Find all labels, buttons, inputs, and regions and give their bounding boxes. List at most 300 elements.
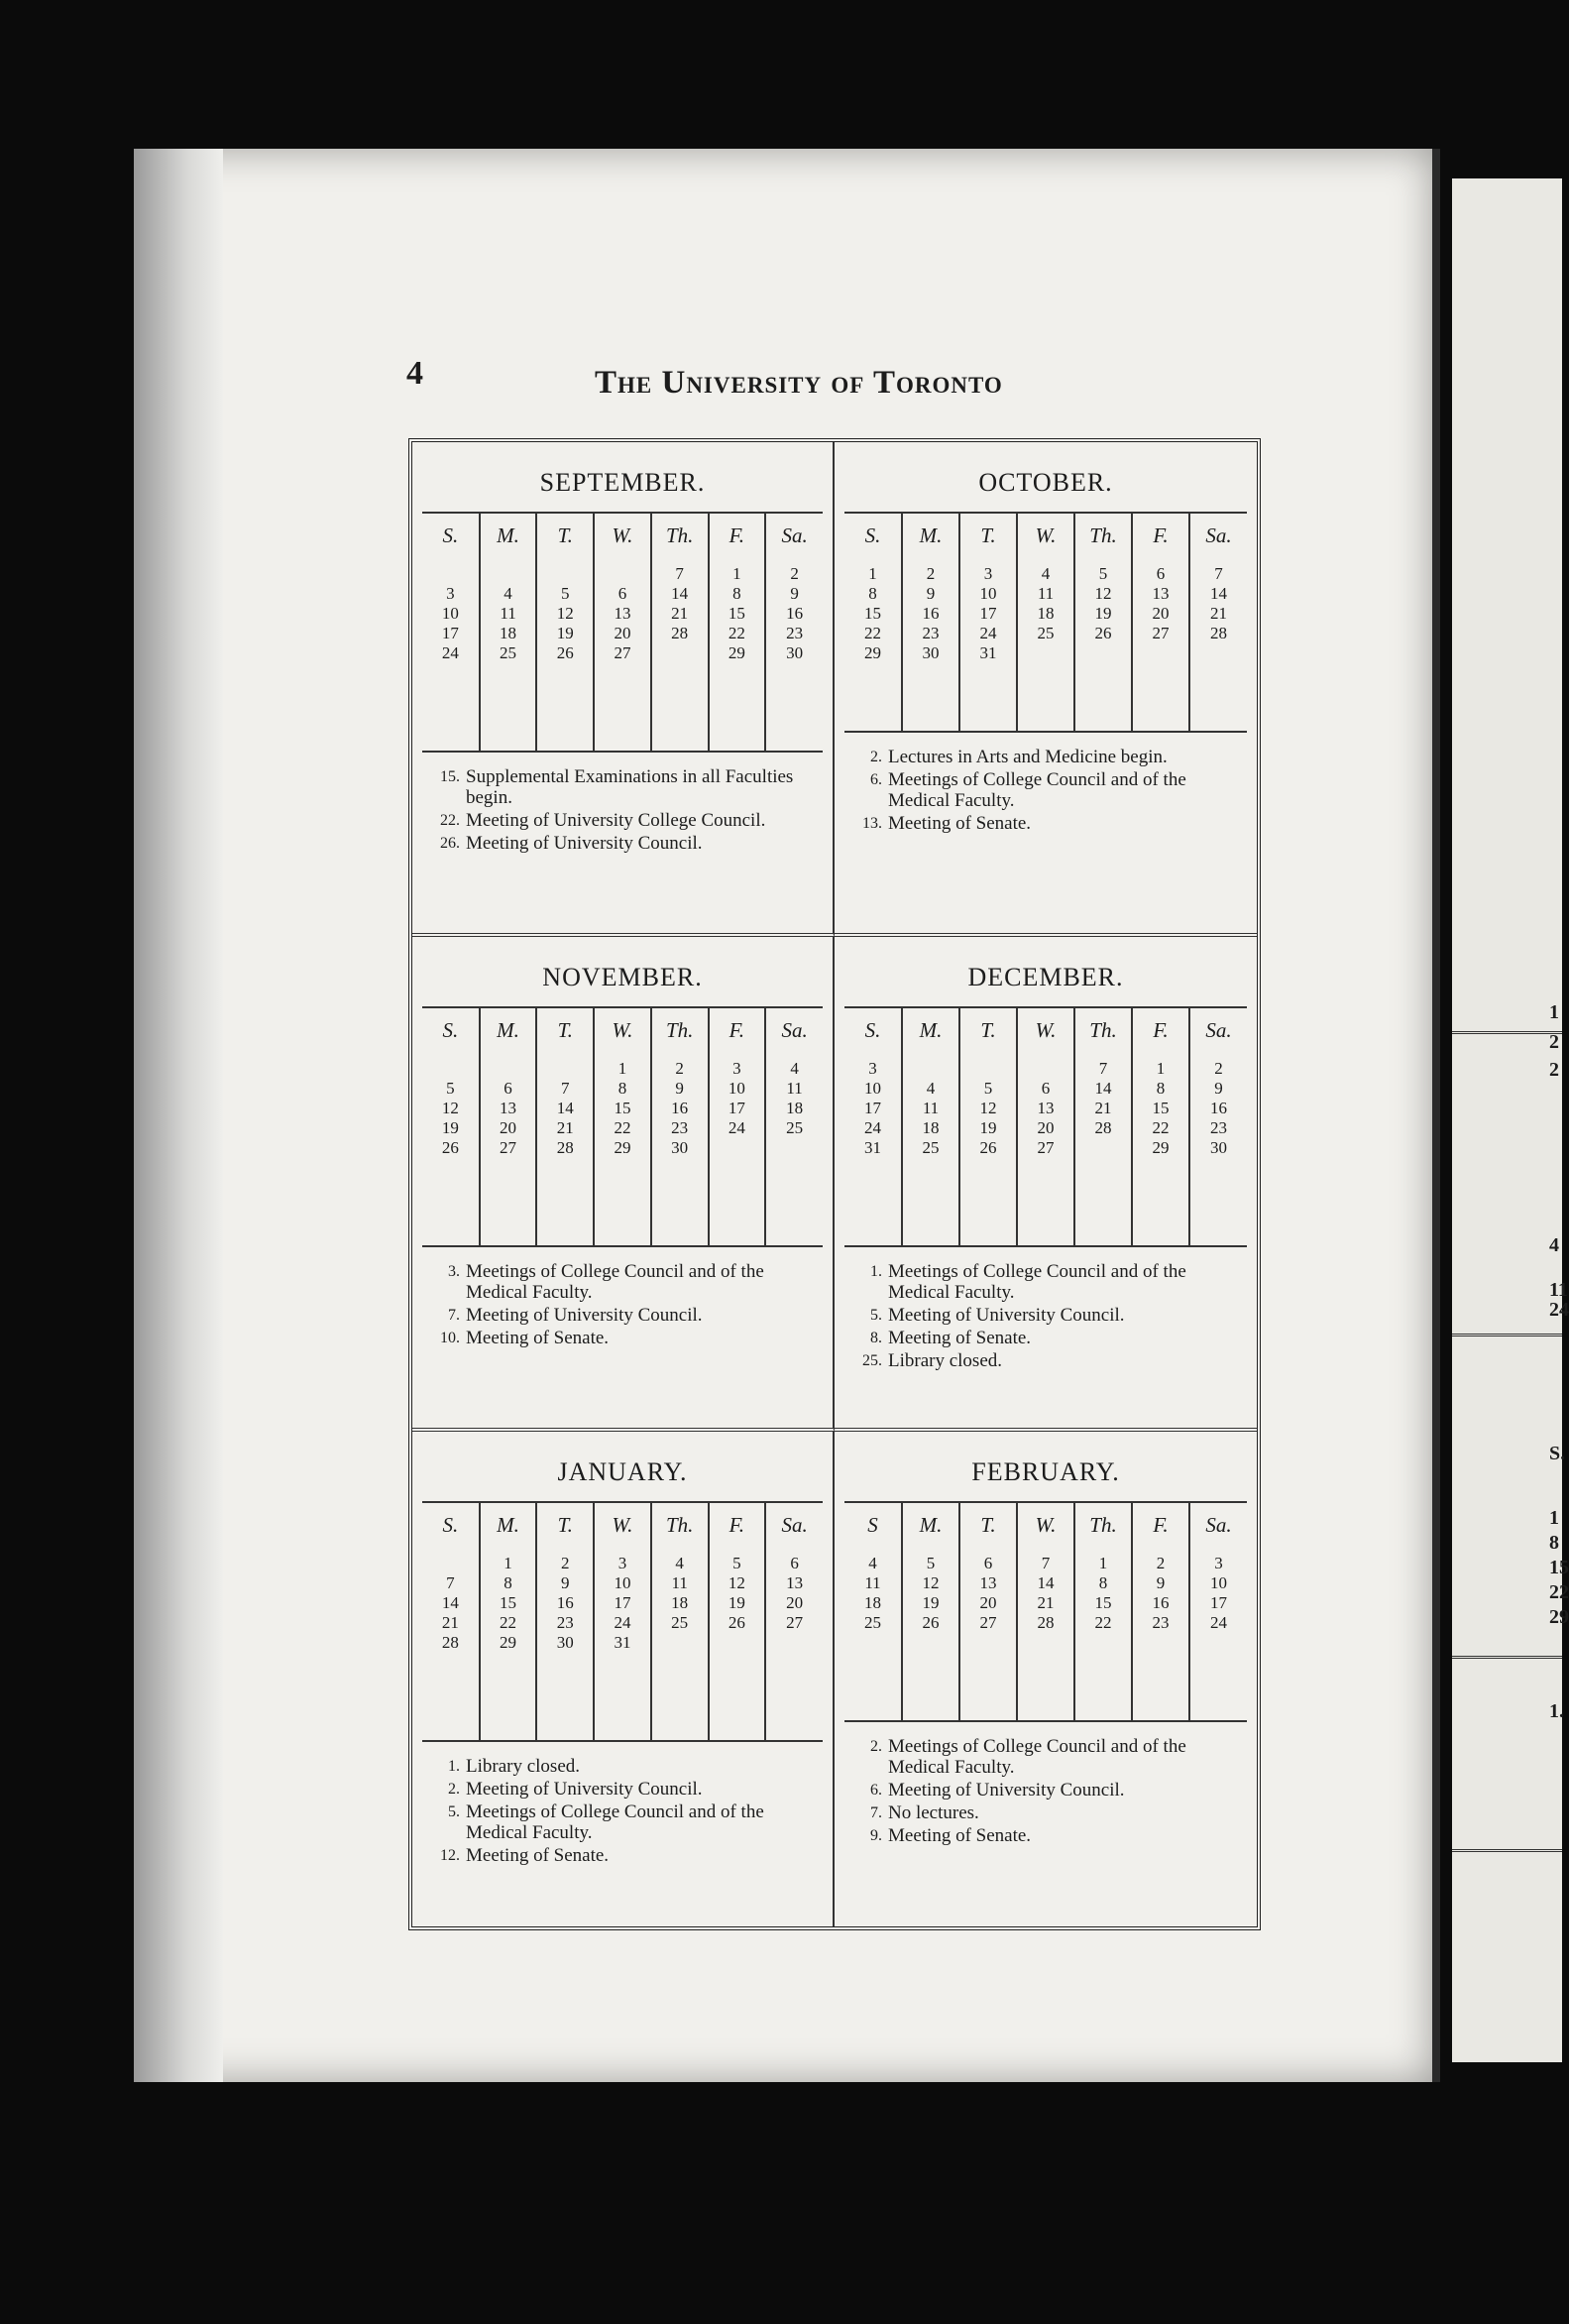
event-text: Meeting of Senate. xyxy=(888,1825,1032,1846)
date-number: 27 xyxy=(1152,624,1170,642)
date-number: 7 xyxy=(446,1573,455,1592)
weekday-header: Th. xyxy=(1074,513,1132,564)
date-number: 14 xyxy=(1037,1573,1055,1592)
date-number: 21 xyxy=(1210,604,1227,623)
month-name: JANUARY. xyxy=(557,1457,688,1486)
date-number: 19 xyxy=(922,1593,940,1612)
date-number: 29 xyxy=(614,1138,631,1157)
event-text: Meeting of University College Council. xyxy=(466,810,766,831)
weekday-column xyxy=(422,1059,480,1246)
facing-page-number: 24 xyxy=(1549,1299,1569,1321)
date-number: 12 xyxy=(728,1573,745,1592)
weekday-header: Sa. xyxy=(1189,1007,1247,1059)
facing-page-number: 1 xyxy=(1549,1001,1559,1023)
weekday-column xyxy=(765,564,823,752)
date-number: 16 xyxy=(1210,1099,1227,1117)
date-number: 15 xyxy=(864,604,881,623)
running-head-title: The University of Toronto xyxy=(595,365,1003,401)
date-number: 10 xyxy=(441,604,459,623)
event-date: 10. xyxy=(440,1330,460,1346)
facing-page-number: 2 xyxy=(1549,1059,1559,1081)
date-number: 22 xyxy=(728,624,745,642)
date-number: 6 xyxy=(790,1554,799,1572)
date-number: 23 xyxy=(786,624,804,642)
event-item xyxy=(426,1305,819,1326)
date-number: 19 xyxy=(556,624,574,642)
date-number: 19 xyxy=(979,1118,997,1137)
date-number: 3 xyxy=(446,584,455,603)
weekday-header: M. xyxy=(902,1502,959,1554)
date-number: 4 xyxy=(675,1554,684,1572)
weekday-header: T. xyxy=(536,513,594,564)
event-item xyxy=(848,1780,1243,1801)
date-number: 11 xyxy=(864,1573,881,1592)
weekday-header: M. xyxy=(480,513,537,564)
date-number: 9 xyxy=(926,584,936,603)
weekday-column xyxy=(902,1059,959,1246)
event-date: 6. xyxy=(870,1782,882,1799)
weekday-column xyxy=(1017,1554,1074,1721)
facing-page-number: S. xyxy=(1549,1443,1566,1464)
event-text: Meeting of University Council. xyxy=(466,833,703,854)
date-number: 8 xyxy=(732,584,741,603)
weekday-header: W. xyxy=(594,1502,651,1554)
weekday-header: Th. xyxy=(651,513,709,564)
date-number: 17 xyxy=(728,1099,745,1117)
date-number: 23 xyxy=(1152,1613,1170,1632)
date-number: 18 xyxy=(864,1593,881,1612)
weekday-column xyxy=(536,564,594,752)
month-name: SEPTEMBER. xyxy=(539,468,706,497)
weekday-header: S xyxy=(867,1513,878,1537)
date-number: 28 xyxy=(556,1138,574,1157)
book-gutter xyxy=(1432,149,1440,2082)
weekday-column xyxy=(844,564,902,732)
event-date: 7. xyxy=(870,1804,882,1821)
date-number: 5 xyxy=(926,1554,936,1572)
weekday-column xyxy=(1074,1554,1132,1721)
date-number: 26 xyxy=(728,1613,745,1632)
date-number: 23 xyxy=(671,1118,689,1137)
date-number: 25 xyxy=(1037,624,1055,642)
event-text: Meeting of Senate. xyxy=(888,813,1032,834)
facing-page-number: 1 xyxy=(1549,1507,1559,1529)
event-date: 2. xyxy=(870,1738,882,1755)
weekday-column xyxy=(1132,1059,1189,1246)
date-number: 31 xyxy=(614,1633,631,1652)
date-number: 8 xyxy=(1098,1573,1108,1592)
facing-page-rule xyxy=(1452,1334,1562,1336)
date-number: 31 xyxy=(979,643,997,662)
event-item xyxy=(426,1328,819,1348)
event-item xyxy=(848,1736,1243,1778)
weekday-column xyxy=(480,1059,537,1246)
date-number: 24 xyxy=(614,1613,631,1632)
event-text: Meetings of College Council and of the Medical Faculty. xyxy=(466,1261,764,1303)
weekday-header: Sa. xyxy=(1189,1502,1247,1554)
weekday-header: Sa. xyxy=(765,1007,823,1059)
date-number: 2 xyxy=(561,1554,570,1572)
weekday-header: T. xyxy=(536,1502,594,1554)
date-number: 9 xyxy=(561,1573,570,1592)
weekday-header: F. xyxy=(1132,1007,1189,1059)
date-number: 3 xyxy=(617,1554,627,1572)
date-number: 2 xyxy=(1156,1554,1166,1572)
facing-page-number: 2 xyxy=(1549,1031,1559,1053)
month-name: NOVEMBER. xyxy=(542,963,703,991)
weekday-column xyxy=(594,1554,651,1741)
event-date: 26. xyxy=(440,835,460,852)
facing-page-number: 1. xyxy=(1549,1700,1564,1722)
date-number: 8 xyxy=(1156,1079,1166,1098)
date-number: 1 xyxy=(868,564,877,583)
facing-page-number: 4 xyxy=(1549,1234,1559,1256)
weekday-header: F. xyxy=(1132,1502,1189,1554)
date-number: 19 xyxy=(441,1118,459,1137)
event-date: 2. xyxy=(870,749,882,765)
month-block xyxy=(835,442,1257,937)
weekday-column xyxy=(1189,1059,1247,1246)
date-number: 17 xyxy=(614,1593,631,1612)
event-item xyxy=(426,766,819,808)
weekday-header: F. xyxy=(709,1502,766,1554)
date-number: 1 xyxy=(617,1059,627,1078)
weekday-header: W. xyxy=(594,1007,651,1059)
date-number: 16 xyxy=(786,604,804,623)
date-number: 21 xyxy=(1037,1593,1055,1612)
weekday-header: Th. xyxy=(1074,1502,1132,1554)
event-list xyxy=(844,733,1247,834)
weekday-column xyxy=(594,564,651,752)
weekday-header: Th. xyxy=(651,1007,709,1059)
weekday-header: F. xyxy=(709,513,766,564)
event-list xyxy=(422,1247,823,1348)
weekday-column xyxy=(651,1059,709,1246)
weekday-header: M. xyxy=(902,513,959,564)
date-number: 16 xyxy=(922,604,940,623)
date-number: 10 xyxy=(864,1079,881,1098)
month-block xyxy=(412,1432,835,1926)
weekday-header: F. xyxy=(1132,513,1189,564)
date-number: 15 xyxy=(614,1099,631,1117)
weekday-column xyxy=(709,1059,766,1246)
date-number: 27 xyxy=(1037,1138,1055,1157)
date-number: 18 xyxy=(922,1118,940,1137)
date-number: 10 xyxy=(728,1079,745,1098)
date-number: 24 xyxy=(1210,1613,1227,1632)
facing-page-number: 15 xyxy=(1549,1557,1569,1578)
date-number: 20 xyxy=(1152,604,1170,623)
date-number: 18 xyxy=(1037,604,1055,623)
date-number: 26 xyxy=(922,1613,940,1632)
date-number: 18 xyxy=(786,1099,804,1117)
weekday-column xyxy=(422,564,480,752)
date-number: 31 xyxy=(864,1138,881,1157)
weekday-column xyxy=(902,1554,959,1721)
date-number: 7 xyxy=(1214,564,1223,583)
facing-page-number: 8 xyxy=(1549,1532,1559,1554)
event-date: 1. xyxy=(870,1263,882,1280)
month-name: FEBRUARY. xyxy=(971,1457,1120,1486)
weekday-header: S. xyxy=(442,1018,459,1042)
date-number: 1 xyxy=(1098,1554,1108,1572)
weekday-column xyxy=(959,1554,1017,1721)
date-number: 14 xyxy=(556,1099,574,1117)
date-number: 13 xyxy=(614,604,631,623)
date-number: 22 xyxy=(864,624,881,642)
weekday-header: W. xyxy=(1017,513,1074,564)
date-number: 30 xyxy=(786,643,804,662)
event-item xyxy=(848,1328,1243,1348)
event-date: 9. xyxy=(870,1827,882,1844)
date-number: 5 xyxy=(1098,564,1108,583)
weekday-column xyxy=(709,564,766,752)
date-number: 6 xyxy=(1156,564,1166,583)
date-number: 27 xyxy=(979,1613,997,1632)
date-number: 19 xyxy=(1094,604,1112,623)
date-number: 16 xyxy=(1152,1593,1170,1612)
event-list xyxy=(844,1722,1247,1846)
date-number: 6 xyxy=(1041,1079,1051,1098)
weekday-column xyxy=(709,1554,766,1741)
weekday-column xyxy=(480,564,537,752)
date-number: 25 xyxy=(786,1118,804,1137)
weekday-column xyxy=(765,1554,823,1741)
weekday-header: W. xyxy=(1017,1007,1074,1059)
page-number: 4 xyxy=(406,355,423,392)
event-text: Meeting of Senate. xyxy=(466,1328,610,1348)
page-shadow-edge xyxy=(134,149,223,2082)
date-number: 24 xyxy=(864,1118,881,1137)
date-number: 18 xyxy=(500,624,517,642)
event-item xyxy=(426,833,819,854)
date-number: 29 xyxy=(728,643,745,662)
date-number: 15 xyxy=(1094,1593,1112,1612)
month-block xyxy=(835,1432,1257,1926)
date-number: 19 xyxy=(728,1593,745,1612)
event-text: Meetings of College Council and of the Medical Faculty. xyxy=(466,1801,764,1843)
date-number: 29 xyxy=(864,643,881,662)
date-number: 11 xyxy=(500,604,516,623)
event-date: 5. xyxy=(870,1307,882,1324)
date-number: 27 xyxy=(614,643,631,662)
weekday-column xyxy=(536,1059,594,1246)
date-number: 22 xyxy=(614,1118,631,1137)
date-number: 1 xyxy=(1156,1059,1166,1078)
date-number: 28 xyxy=(671,624,689,642)
weekday-header: T. xyxy=(959,513,1017,564)
weekday-column xyxy=(536,1554,594,1741)
date-number: 12 xyxy=(441,1099,459,1117)
date-number: 2 xyxy=(1214,1059,1223,1078)
date-number: 21 xyxy=(671,604,689,623)
date-number: 6 xyxy=(983,1554,993,1572)
facing-page-fragment xyxy=(1452,178,1569,2062)
date-number: 17 xyxy=(1210,1593,1227,1612)
month-block xyxy=(835,937,1257,1432)
date-number: 11 xyxy=(922,1099,940,1117)
date-number: 12 xyxy=(979,1099,997,1117)
day-grid xyxy=(844,1501,1247,1722)
event-date: 22. xyxy=(440,812,460,829)
facing-page-rule xyxy=(1452,1656,1562,1659)
weekday-header: S. xyxy=(442,523,459,547)
weekday-column xyxy=(1074,1059,1132,1246)
event-date: 15. xyxy=(440,768,460,785)
date-number: 4 xyxy=(926,1079,936,1098)
weekday-header: S. xyxy=(442,1513,459,1537)
event-text: No lectures. xyxy=(888,1802,979,1823)
weekday-header: S. xyxy=(864,1018,881,1042)
event-text: Library closed. xyxy=(466,1756,581,1777)
day-grid xyxy=(422,1501,823,1742)
weekday-column xyxy=(902,564,959,732)
academic-calendar xyxy=(408,438,1261,1930)
date-number: 7 xyxy=(1098,1059,1108,1078)
weekday-header: M. xyxy=(480,1007,537,1059)
date-number: 3 xyxy=(1214,1554,1223,1572)
event-list xyxy=(422,1742,823,1866)
date-number: 30 xyxy=(1210,1138,1227,1157)
event-item xyxy=(426,1261,819,1303)
date-number: 22 xyxy=(500,1613,517,1632)
month-block xyxy=(412,442,835,937)
weekday-header: T. xyxy=(959,1502,1017,1554)
weekday-header: W. xyxy=(1017,1502,1074,1554)
date-number: 5 xyxy=(732,1554,741,1572)
date-number: 13 xyxy=(1037,1099,1055,1117)
event-date: 12. xyxy=(440,1847,460,1864)
date-number: 9 xyxy=(675,1079,684,1098)
date-number: 14 xyxy=(1210,584,1227,603)
date-number: 24 xyxy=(979,624,997,642)
weekday-column xyxy=(765,1059,823,1246)
date-number: 30 xyxy=(671,1138,689,1157)
day-grid xyxy=(844,512,1247,733)
weekday-column xyxy=(1017,564,1074,732)
date-number: 10 xyxy=(979,584,997,603)
weekday-column xyxy=(480,1554,537,1741)
weekday-column xyxy=(594,1059,651,1246)
date-number: 11 xyxy=(1037,584,1055,603)
weekday-column xyxy=(959,564,1017,732)
weekday-column xyxy=(1017,1059,1074,1246)
event-text: Meetings of College Council and of the Medical Faculty. xyxy=(888,1736,1186,1778)
date-number: 10 xyxy=(614,1573,631,1592)
date-number: 4 xyxy=(1041,564,1051,583)
date-number: 16 xyxy=(671,1099,689,1117)
date-number: 4 xyxy=(868,1554,877,1572)
date-number: 24 xyxy=(728,1118,745,1137)
date-number: 26 xyxy=(979,1138,997,1157)
event-item xyxy=(426,1801,819,1843)
event-date: 1. xyxy=(448,1758,460,1775)
month-name: DECEMBER. xyxy=(967,963,1124,991)
date-number: 22 xyxy=(1094,1613,1112,1632)
date-number: 8 xyxy=(617,1079,627,1098)
date-number: 26 xyxy=(556,643,574,662)
date-number: 12 xyxy=(922,1573,940,1592)
weekday-header: S. xyxy=(864,523,881,547)
facing-page-number: 22 xyxy=(1549,1581,1569,1603)
weekday-header: F. xyxy=(709,1007,766,1059)
event-date: 5. xyxy=(448,1803,460,1820)
date-number: 14 xyxy=(1094,1079,1112,1098)
event-list xyxy=(422,753,823,854)
event-date: 13. xyxy=(862,815,882,832)
date-number: 3 xyxy=(868,1059,877,1078)
date-number: 11 xyxy=(671,1573,688,1592)
date-number: 30 xyxy=(556,1633,574,1652)
date-number: 4 xyxy=(790,1059,799,1078)
date-number: 9 xyxy=(790,584,799,603)
day-grid xyxy=(844,1006,1247,1247)
event-text: Library closed. xyxy=(888,1350,1003,1371)
event-text: Meeting of University Council. xyxy=(466,1305,703,1326)
event-text: Meeting of University Council. xyxy=(466,1779,703,1800)
date-number: 16 xyxy=(556,1593,574,1612)
event-text: Meeting of Senate. xyxy=(466,1845,610,1866)
event-item xyxy=(848,813,1243,834)
event-list xyxy=(844,1247,1247,1371)
date-number: 17 xyxy=(441,624,459,642)
date-number: 15 xyxy=(728,604,745,623)
date-number: 13 xyxy=(786,1573,804,1592)
date-number: 26 xyxy=(1094,624,1112,642)
facing-page-number: 11 xyxy=(1549,1279,1568,1301)
date-number: 29 xyxy=(1152,1138,1170,1157)
event-item xyxy=(848,1802,1243,1823)
event-item xyxy=(848,1825,1243,1846)
date-number: 24 xyxy=(441,643,459,662)
date-number: 28 xyxy=(441,1633,459,1652)
date-number: 17 xyxy=(864,1099,881,1117)
date-number: 28 xyxy=(1210,624,1227,642)
date-number: 6 xyxy=(617,584,627,603)
event-date: 3. xyxy=(448,1263,460,1280)
event-text: Lectures in Arts and Medicine begin. xyxy=(888,747,1168,767)
event-text: Meeting of University Council. xyxy=(888,1780,1125,1801)
weekday-column xyxy=(844,1554,902,1721)
weekday-column xyxy=(651,564,709,752)
date-number: 1 xyxy=(504,1554,512,1572)
event-text: Meetings of College Council and of the Medical Faculty. xyxy=(888,1261,1186,1303)
event-date: 6. xyxy=(870,771,882,788)
facing-page-rule xyxy=(1452,1849,1562,1852)
date-number: 26 xyxy=(441,1138,459,1157)
event-text: Meeting of University Council. xyxy=(888,1305,1125,1326)
date-number: 15 xyxy=(1152,1099,1170,1117)
date-number: 20 xyxy=(979,1593,997,1612)
date-number: 18 xyxy=(671,1593,689,1612)
date-number: 7 xyxy=(1041,1554,1051,1572)
weekday-column xyxy=(1189,564,1247,732)
date-number: 5 xyxy=(983,1079,993,1098)
date-number: 27 xyxy=(500,1138,517,1157)
date-number: 28 xyxy=(1094,1118,1112,1137)
date-number: 14 xyxy=(441,1593,459,1612)
day-grid xyxy=(422,512,823,753)
facing-page-number: 29 xyxy=(1549,1606,1569,1628)
date-number: 23 xyxy=(922,624,940,642)
date-number: 27 xyxy=(786,1613,804,1632)
date-number: 15 xyxy=(500,1593,517,1612)
event-item xyxy=(848,1350,1243,1371)
date-number: 2 xyxy=(926,564,936,583)
event-item xyxy=(848,1305,1243,1326)
date-number: 9 xyxy=(1214,1079,1223,1098)
weekday-column xyxy=(1074,564,1132,732)
